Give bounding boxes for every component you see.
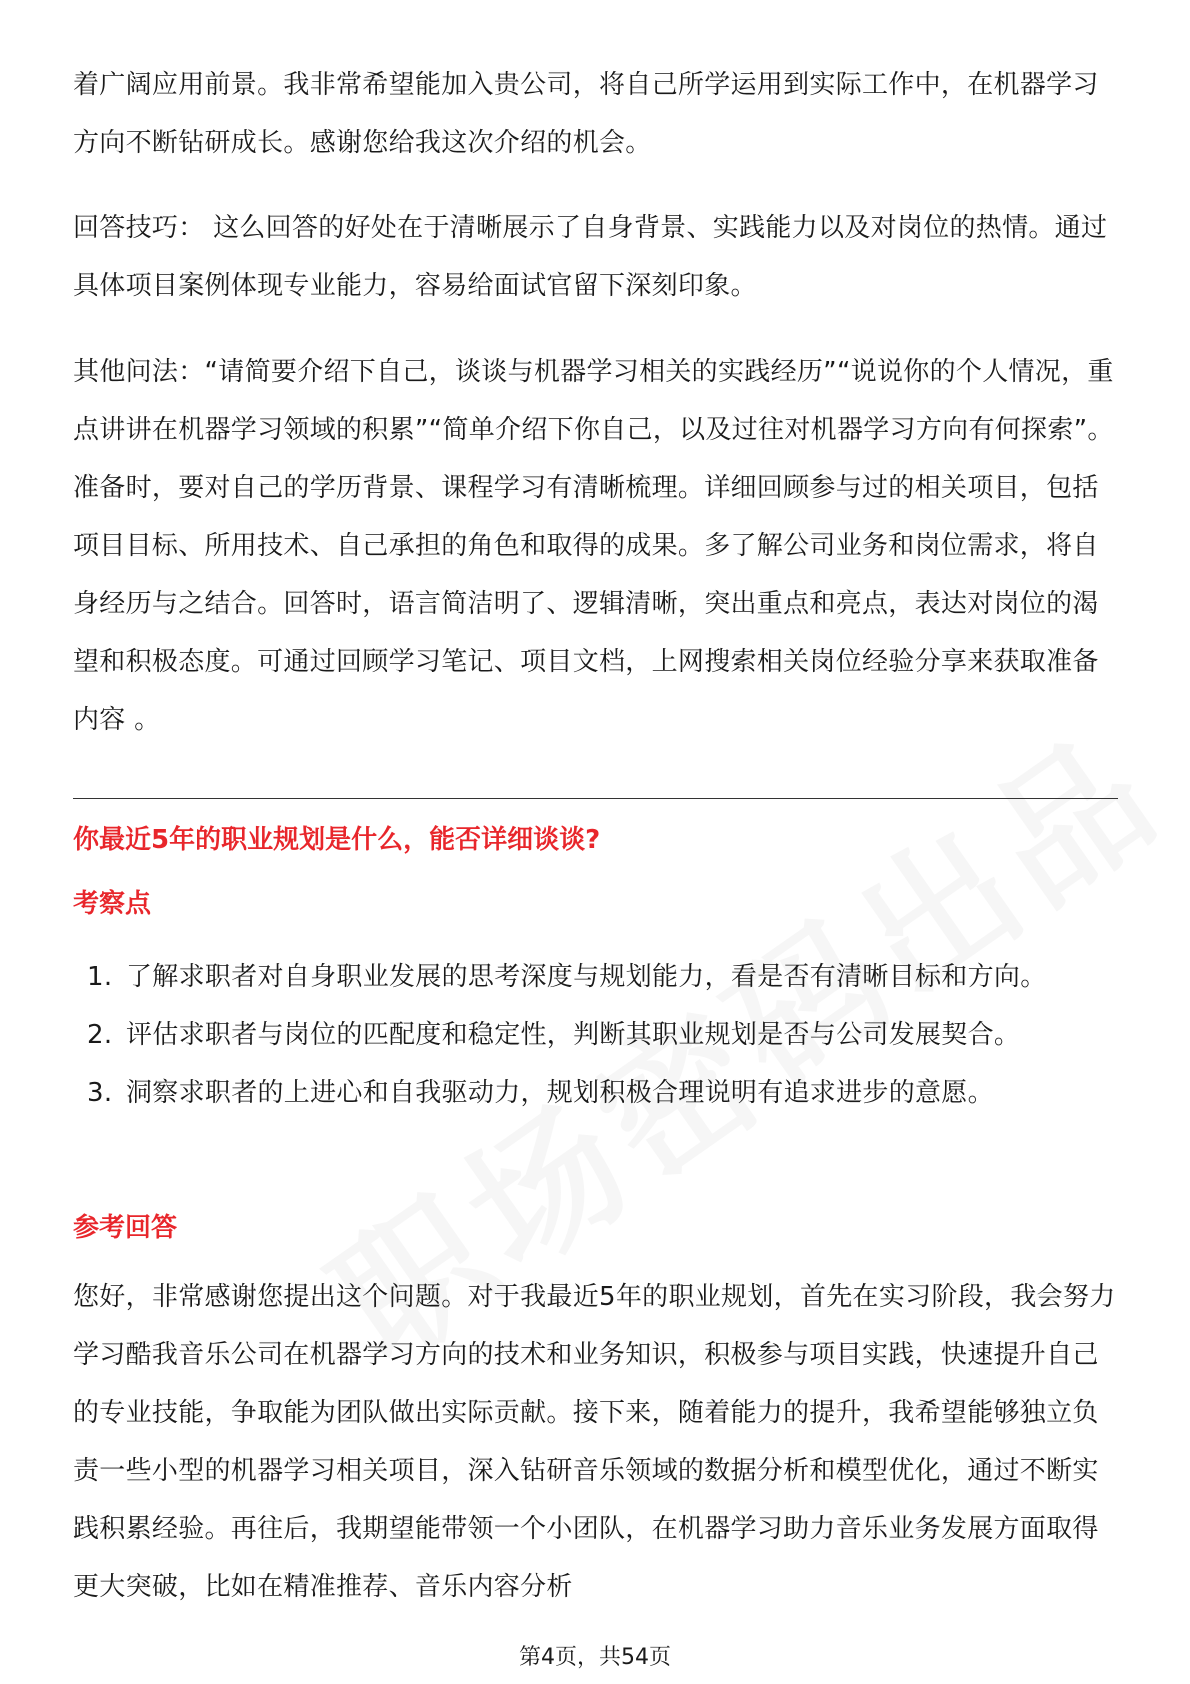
list-number: 3.	[87, 1078, 113, 1108]
list-item	[73, 1064, 1118, 1122]
list-item-text: 评估求职者与岗位的匹配度和稳定性，判断其职业规划是否与公司发展契合。	[126, 1020, 1021, 1050]
list-item-text: 洞察求职者的上进心和自我驱动力，规划积极合理说明有追求进步的意愿。	[126, 1078, 994, 1108]
section-divider	[73, 798, 1118, 799]
list-number: 1.	[87, 962, 113, 992]
question-heading: 你最近5年的职业规划是什么，能否详细谈谈?	[73, 825, 601, 855]
reference-answer-heading: 参考回答	[73, 1213, 178, 1243]
other-questions-paragraph: 其他问法：“请简要介绍下自己，谈谈与机器学习相关的实践经历”“说说你的个人情况，重点讲讲在机器学习领域的积累”“简单介绍下你自己，以及过往对机器学习方向有何探索”。 准备时，要对自己的学历背景、课程学习有清晰梳理。详细回顾参与过的相关项目，包括项目目标、所用技术、自己承担的角色和取得的成果。多了解公司业务和岗位需求，将自身经历与之结合。回答时，语言简洁明了、逻辑清晰，突出重点和亮点，表达对岗位的渴望和积极态度。可通过回顾学习笔记、项目文档，上网搜索相关岗位经验分享来获取准备内容 。	[73, 357, 1114, 735]
assessment-points-list	[73, 948, 1118, 1122]
list-item	[73, 948, 1118, 1006]
list-number: 2.	[87, 1020, 113, 1050]
reference-answer-paragraph: 您好，非常感谢您提出这个问题。对于我最近5年的职业规划，首先在实习阶段，我会努力学习酷我音乐公司在机器学习方向的技术和业务知识，积极参与项目实践，快速提升自己的专业技能，争取能为团队做出实际贡献。接下来，随着能力的提升，我希望能够独立负责一些小型的机器学习相关项目，深入钻研音乐领域的数据分析和模型优化，通过不断实践积累经验。再往后，我期望能带领一个小团队，在机器学习助力音乐业务发展方面取得更大突破，比如在精准推荐、音乐内容分析	[73, 1282, 1116, 1602]
list-item-text: 了解求职者对自身职业发展的思考深度与规划能力，看是否有清晰目标和方向。	[126, 962, 1047, 992]
document-page	[73, 0, 1118, 1684]
list-item	[73, 1006, 1118, 1064]
assessment-points-heading: 考察点	[73, 889, 152, 919]
page-footer: 第4页，共54页	[519, 1645, 671, 1670]
answer-tips-paragraph: 回答技巧： 这么回答的好处在于清晰展示了自身背景、实践能力以及对岗位的热情。通过具体项目案例体现专业能力，容易给面试官留下深刻印象。	[73, 213, 1108, 301]
intro-end-paragraph: 着广阔应用前景。我非常希望能加入贵公司，将自己所学运用到实际工作中，在机器学习方向不断钻研成长。感谢您给我这次介绍的机会。	[73, 70, 1099, 158]
